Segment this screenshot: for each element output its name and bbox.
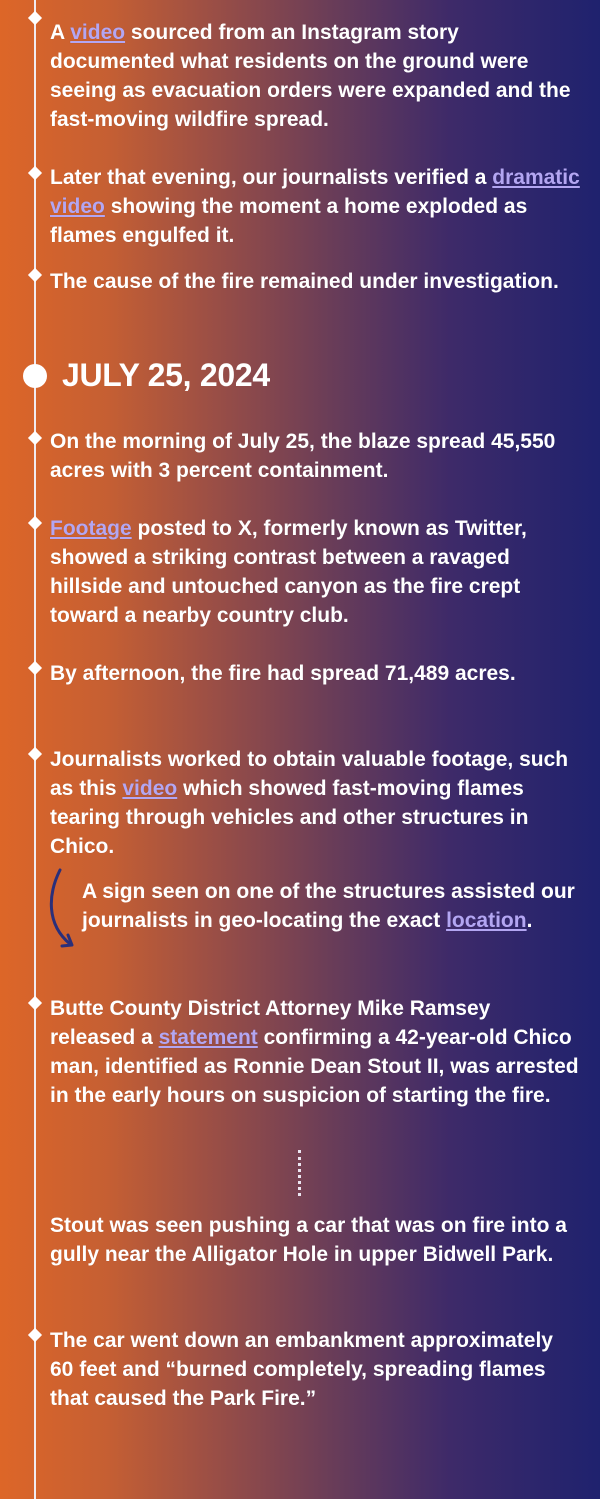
timeline-entry bbox=[50, 163, 580, 250]
timeline-date-dot bbox=[23, 364, 47, 388]
timeline-diamond-marker bbox=[28, 996, 42, 1010]
timeline-entry: By afternoon, the fire had spread 71,489 acres. bbox=[50, 662, 516, 685]
date-heading: JULY 25, 2024 bbox=[62, 357, 270, 393]
timeline-diamond-marker bbox=[28, 747, 42, 761]
sub-note-text: A sign seen on one of the structures assisted our journalists in geo-locating the exact bbox=[82, 880, 575, 932]
timeline-diamond-marker bbox=[28, 1328, 42, 1342]
entry-text: posted to X, formerly known as Twitter, showed a striking contrast between a ravaged hillside and untouched canyon as the fire crept toward a nearby country club. bbox=[50, 517, 527, 627]
video-link[interactable]: video bbox=[70, 21, 126, 44]
entry-text: A bbox=[50, 21, 71, 44]
timeline-diamond-marker bbox=[28, 431, 42, 445]
timeline-diamond-marker bbox=[28, 268, 42, 282]
entry-text: showing the moment a home exploded as flames engulfed it. bbox=[50, 195, 528, 247]
timeline-entry: Stout was seen pushing a car that was on fire into a gully near the Alligator Hole in upper Bidwell Park. bbox=[50, 1214, 567, 1266]
entry-text: which showed fast-moving flames tearing through vehicles and other structures in Chico. bbox=[50, 777, 529, 858]
timeline-diamond-marker bbox=[28, 11, 42, 25]
sub-note bbox=[82, 877, 597, 935]
footage-link[interactable]: Footage bbox=[50, 517, 132, 540]
dramatic-video-link[interactable]: dramatic video bbox=[50, 166, 580, 218]
sub-note-text: . bbox=[526, 909, 533, 932]
entry-text: Butte County District Attorney Mike Ramsey released a bbox=[50, 997, 491, 1049]
timeline-diamond-marker bbox=[28, 516, 42, 530]
timeline-entry: The cause of the fire remained under investigation. bbox=[50, 270, 559, 293]
entry-text: sourced from an Instagram story documented what residents on the ground were seeing as evacuation orders were expanded and the fast-moving wildfire spread. bbox=[50, 21, 571, 131]
statement-link[interactable]: statement bbox=[158, 1026, 258, 1049]
timeline-diamond-marker bbox=[28, 166, 42, 180]
entry-text: confirming a 42-year-old Chico man, identified as Ronnie Dean Stout II, was arrested in the early hours on suspicion of starting the fire. bbox=[50, 1026, 579, 1107]
timeline-entry bbox=[50, 994, 580, 1110]
entry-text: Journalists worked to obtain valuable footage, such as this bbox=[50, 748, 569, 800]
timeline-entry bbox=[50, 18, 580, 134]
curved-arrow-icon bbox=[42, 866, 82, 956]
video-link[interactable]: video bbox=[122, 777, 178, 800]
timeline-entry bbox=[50, 745, 580, 861]
dotted-divider bbox=[298, 1150, 301, 1196]
timeline-entry: The car went down an embankment approximately 60 feet and “burned completely, spreading flames that caused the Park Fire.” bbox=[50, 1329, 553, 1410]
timeline-entry bbox=[50, 514, 580, 630]
timeline-entry: On the morning of July 25, the blaze spread 45,550 acres with 3 percent containment. bbox=[50, 430, 556, 482]
entry-text: Later that evening, our journalists verified a bbox=[50, 166, 493, 189]
timeline-diamond-marker bbox=[28, 661, 42, 675]
location-link[interactable]: location bbox=[446, 909, 527, 932]
